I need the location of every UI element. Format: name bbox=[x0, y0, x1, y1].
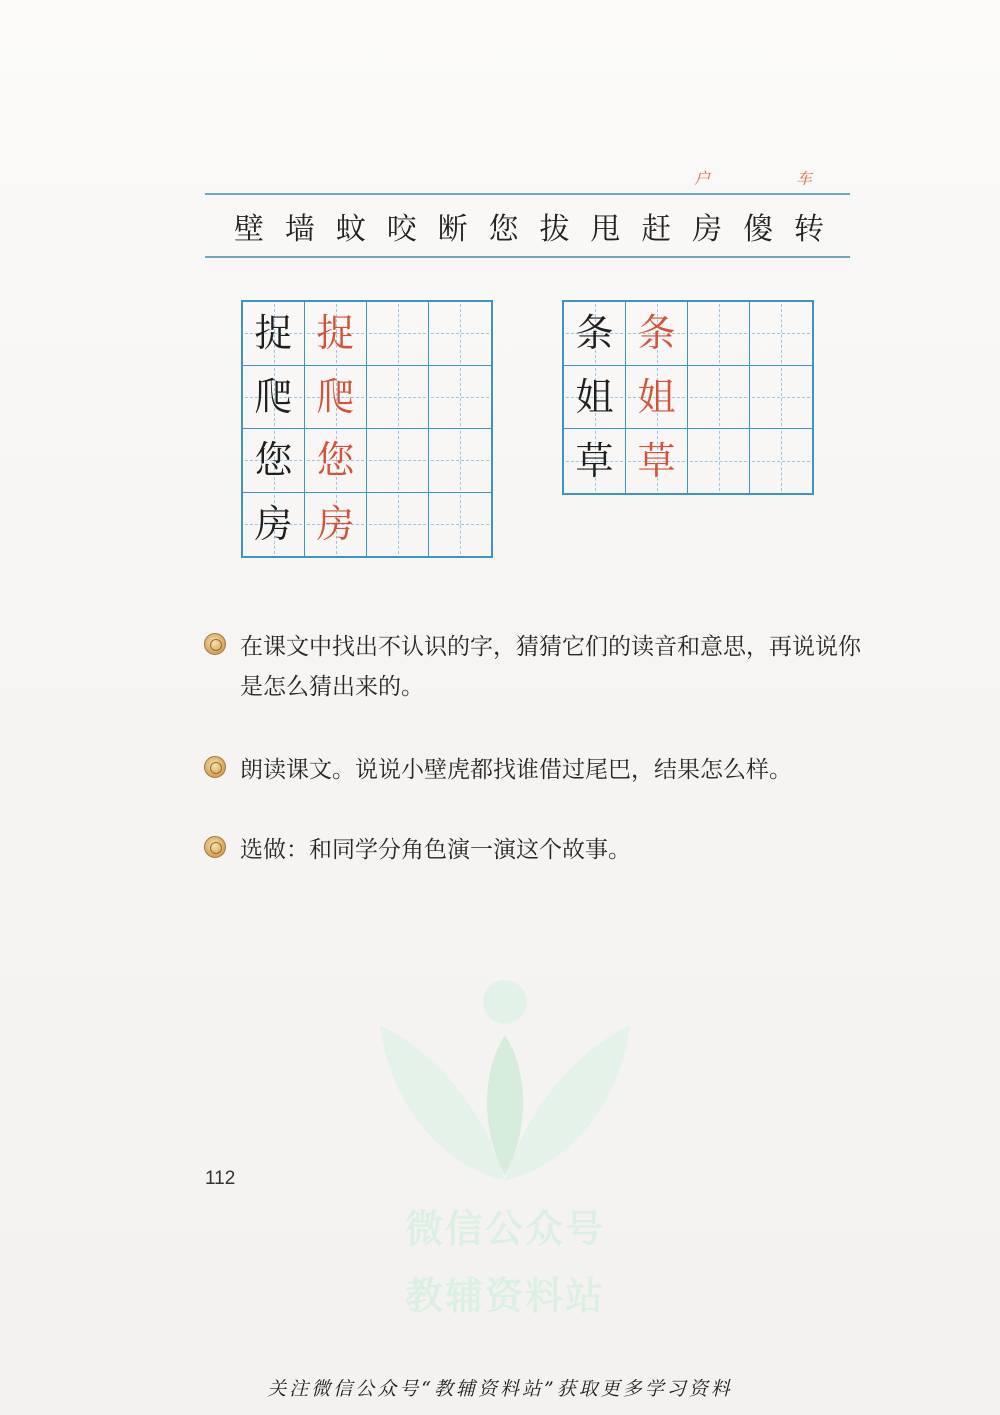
radical-hints bbox=[0, 166, 1000, 194]
model-character: 姐 bbox=[575, 374, 614, 419]
strip-character: 傻 bbox=[743, 212, 774, 247]
strip-character: 甩 bbox=[590, 212, 621, 247]
coin-icon bbox=[204, 836, 226, 858]
trace-character: 爬 bbox=[316, 374, 355, 419]
practice-cell[interactable] bbox=[750, 429, 812, 493]
strip-bottom-rule bbox=[205, 256, 850, 258]
strip-top-rule bbox=[205, 193, 850, 195]
grid-cell bbox=[305, 493, 367, 557]
exercise-item bbox=[204, 750, 864, 790]
grid-cell bbox=[626, 366, 688, 430]
model-character: 房 bbox=[254, 502, 293, 547]
strip-character: 断 bbox=[437, 212, 468, 247]
model-character: 爬 bbox=[254, 374, 293, 419]
exercise-text: 朗读课文。说说小壁虎都找谁借过尾巴，结果怎么样。 bbox=[240, 757, 792, 783]
practice-cell[interactable] bbox=[367, 493, 429, 557]
strip-character: 墙 bbox=[284, 212, 315, 247]
practice-cell[interactable] bbox=[750, 302, 812, 366]
practice-cell[interactable] bbox=[429, 302, 491, 366]
practice-cell[interactable] bbox=[750, 366, 812, 430]
trace-character: 捉 bbox=[316, 311, 355, 356]
exercise-text: 在课文中找出不认识的字，猜猜它们的读音和意思，再说说你是怎么猜出来的。 bbox=[240, 634, 861, 700]
recognition-character-strip bbox=[234, 203, 824, 249]
footer-note: 关注微信公众号“教辅资料站”获取更多学习资料 bbox=[267, 1378, 733, 1400]
grid-cell bbox=[305, 429, 367, 493]
practice-cell[interactable] bbox=[429, 493, 491, 557]
strip-character: 您 bbox=[488, 212, 519, 247]
grid-cell bbox=[243, 493, 305, 557]
grid-cell bbox=[564, 429, 626, 493]
strip-character: 转 bbox=[793, 212, 824, 247]
model-character: 条 bbox=[575, 311, 614, 356]
coin-icon bbox=[204, 633, 226, 655]
writing-grid-left bbox=[241, 300, 493, 558]
grid-cell bbox=[243, 302, 305, 366]
practice-cell[interactable] bbox=[688, 429, 750, 493]
grid-cell bbox=[305, 366, 367, 430]
model-character: 草 bbox=[575, 439, 614, 484]
practice-cell[interactable] bbox=[429, 366, 491, 430]
grid-cell bbox=[243, 429, 305, 493]
strip-character: 赶 bbox=[641, 212, 672, 247]
practice-cell[interactable] bbox=[367, 302, 429, 366]
strip-character: 壁 bbox=[234, 212, 264, 247]
watermark bbox=[370, 980, 640, 1320]
practice-cell[interactable] bbox=[688, 302, 750, 366]
exercise-text: 选做：和同学分角色演一演这个故事。 bbox=[240, 837, 631, 863]
grid-cell bbox=[305, 302, 367, 366]
strip-character: 咬 bbox=[386, 212, 417, 247]
coin-icon bbox=[204, 756, 226, 778]
exercise-item bbox=[204, 830, 864, 870]
watermark-text: 教辅资料站 bbox=[404, 1274, 605, 1318]
strip-character: 蚊 bbox=[335, 212, 366, 247]
page-number: 112 bbox=[205, 1168, 236, 1189]
grid-cell bbox=[626, 302, 688, 366]
grid-cell bbox=[243, 366, 305, 430]
trace-character: 房 bbox=[316, 502, 355, 547]
watermark-text: 微信公众号 bbox=[404, 1207, 605, 1251]
practice-cell[interactable] bbox=[367, 429, 429, 493]
strip-character: 房 bbox=[692, 212, 723, 247]
exercise-item bbox=[204, 627, 864, 707]
trace-character: 条 bbox=[637, 311, 676, 356]
model-character: 捉 bbox=[254, 311, 293, 356]
radical-hint: 车 bbox=[796, 169, 813, 188]
model-character: 您 bbox=[254, 438, 293, 483]
trace-character: 您 bbox=[316, 438, 355, 483]
leaf-person-logo bbox=[370, 980, 640, 1190]
practice-cell[interactable] bbox=[429, 429, 491, 493]
trace-character: 草 bbox=[637, 439, 676, 484]
writing-grid-right bbox=[562, 300, 814, 495]
trace-character: 姐 bbox=[637, 374, 676, 419]
grid-cell bbox=[564, 366, 626, 430]
practice-cell[interactable] bbox=[367, 366, 429, 430]
strip-character: 拔 bbox=[539, 212, 570, 247]
grid-cell bbox=[626, 429, 688, 493]
practice-cell[interactable] bbox=[688, 366, 750, 430]
grid-cell bbox=[564, 302, 626, 366]
radical-hint: 户 bbox=[694, 169, 711, 188]
